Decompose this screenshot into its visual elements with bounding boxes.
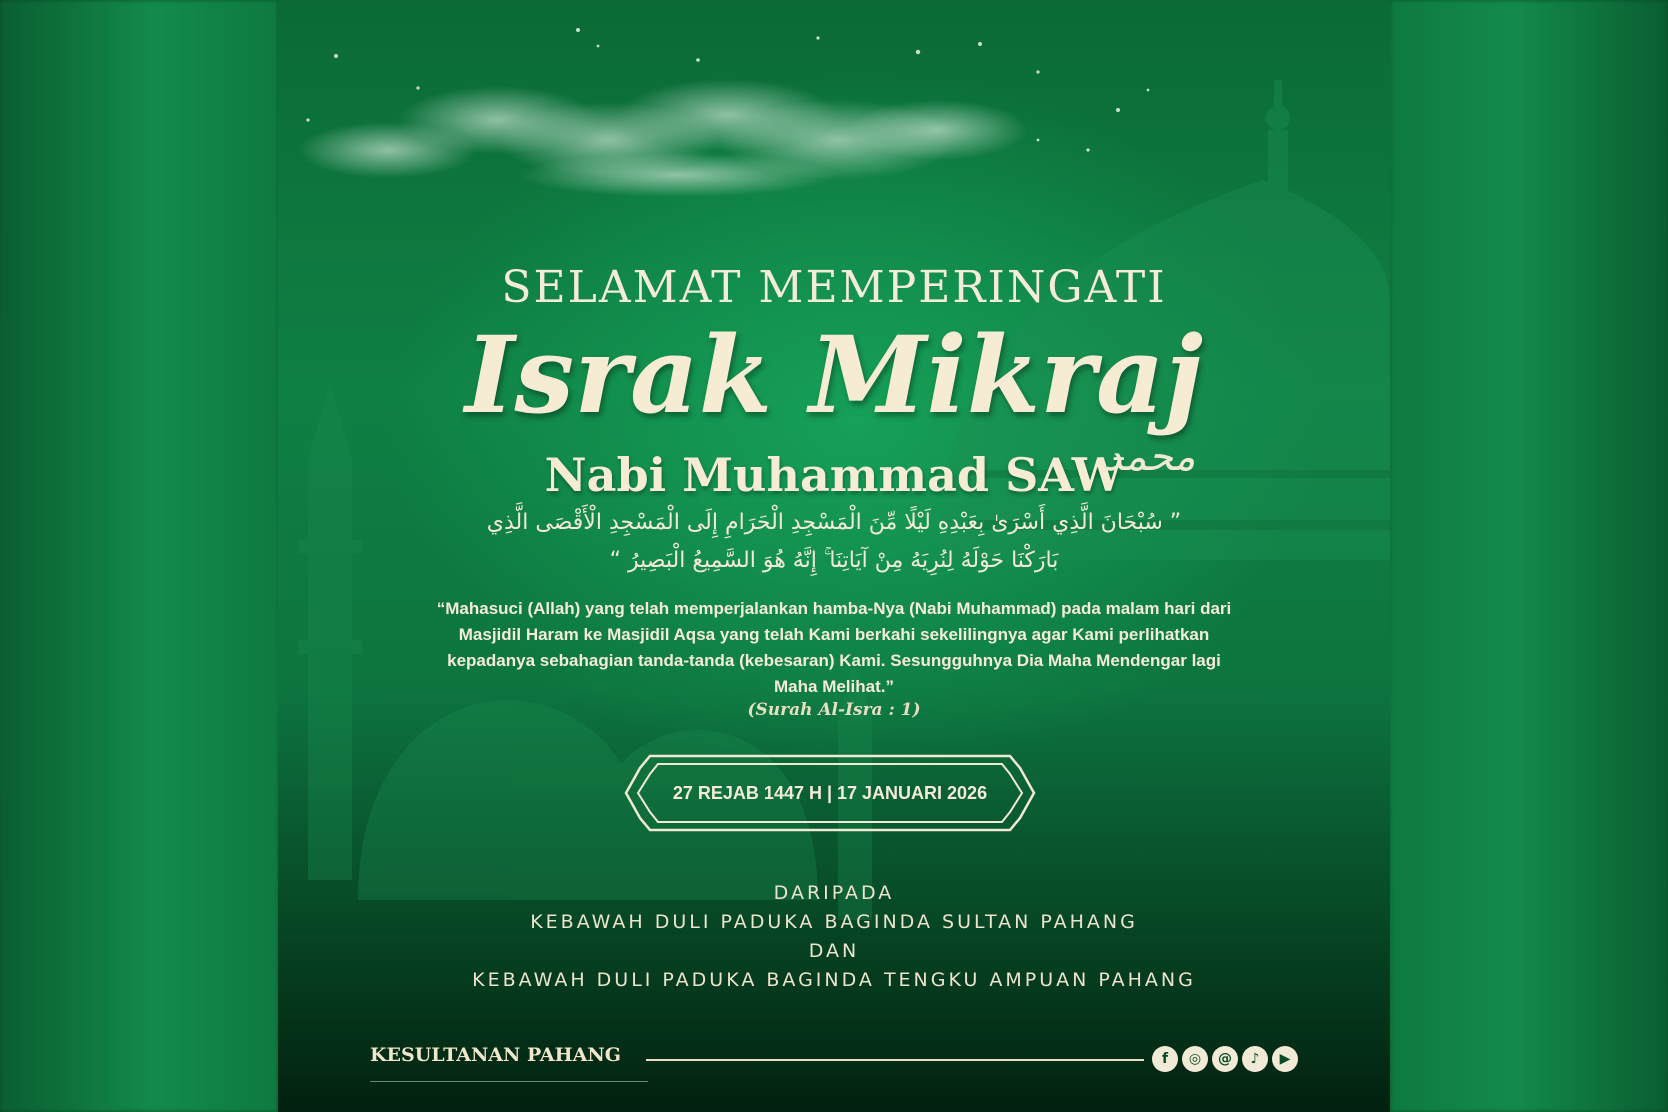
tiktok-icon[interactable]: ♪ <box>1242 1046 1268 1072</box>
date-text: 27 REJAB 1447 H | 17 JANUARI 2026 <box>672 783 988 803</box>
social-icons <box>1152 1046 1302 1074</box>
footer-divider <box>646 1059 1144 1061</box>
arabic-verse-line-1: ” سُبْحَانَ الَّذِي أَسْرَىٰ بِعَبْدِهِ لَيْلًا مِّنَ الْمَسْجِدِ الْحَرَامِ إِلَى الْمَسْجِدِ الْأَقْصَى الَّذِي <box>486 510 1182 535</box>
from-label: DARIPADA <box>773 882 895 904</box>
verse-translation: “Mahasuci (Allah) yang telah memperjalankan hamba-Nya (Nabi Muhammad) pada malam hari dari Masjidil Haram ke Masjidil Aqsa yang telah Kami berkahi sekelilingnya agar Kami perlihatkan kepadanya sebahagian tanda-tanda (kebesaran) Kami. Sesungguhnya Dia Maha Mendengar lagi Maha Melihat.” <box>436 599 1232 696</box>
verse-reference: (Surah Al-Isra : 1) <box>747 700 921 720</box>
youtube-icon[interactable]: ▶ <box>1272 1046 1298 1072</box>
date-frame <box>622 752 1038 834</box>
blurred-background-right <box>1390 0 1668 1112</box>
blurred-background-left <box>0 0 278 1112</box>
from-and: DAN <box>808 940 860 962</box>
brand-name: KESULTANAN PAHANG <box>370 1044 621 1066</box>
footer-underline <box>370 1081 648 1082</box>
from-tengku-ampuan: KEBAWAH DULI PADUKA BAGINDA TENGKU AMPUAN PAHANG <box>472 969 1196 991</box>
arabic-verse-line-2: بَارَكْنَا حَوْلَهُ لِنُرِيَهُ مِنْ آيَاتِنَا ۚ إِنَّهُ هُوَ السَّمِيعُ الْبَصِيرُ “ <box>609 548 1059 573</box>
muhammad-calligraphy: محمد <box>1104 434 1196 480</box>
greeting-poster <box>278 0 1390 1112</box>
threads-icon[interactable]: @ <box>1212 1046 1238 1072</box>
heading-main: Israk Mikraj <box>464 312 1204 437</box>
heading-top: SELAMAT MEMPERINGATI <box>501 262 1167 313</box>
instagram-icon[interactable]: ◎ <box>1182 1046 1208 1072</box>
from-sultan: KEBAWAH DULI PADUKA BAGINDA SULTAN PAHANG <box>530 911 1138 933</box>
clouds <box>298 79 1028 197</box>
heading-sub: Nabi Muhammad SAW <box>544 448 1124 502</box>
facebook-icon[interactable]: f <box>1152 1046 1178 1072</box>
